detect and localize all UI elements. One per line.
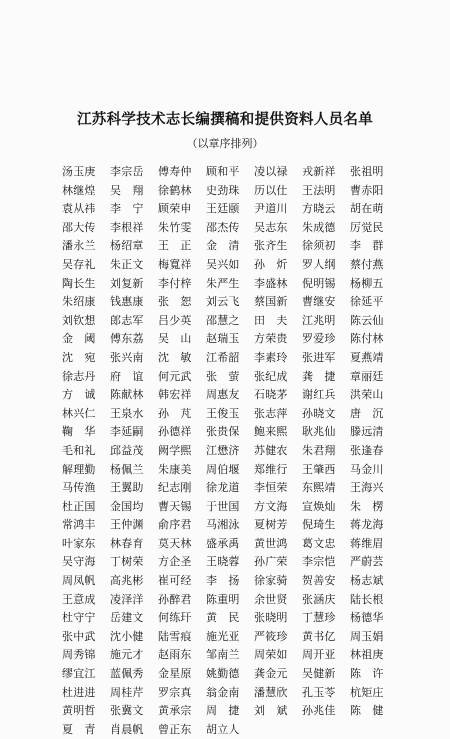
name-entry: 陈付林	[350, 332, 384, 346]
name-entry: 方文海	[254, 499, 288, 513]
name-entry: 周开亚	[302, 648, 336, 662]
name-entry: 黄明哲	[62, 704, 96, 718]
name-entry: 沈 敏	[158, 350, 192, 364]
name-entry: 张 萤	[206, 369, 240, 383]
name-entry: 周玉娟	[350, 629, 384, 643]
name-entry: 李素玲	[254, 350, 288, 364]
name-entry: 刘钦想	[62, 313, 96, 327]
name-entry: 苏健农	[254, 443, 288, 457]
name-entry: 邵慧之	[206, 313, 240, 327]
name-entry: 叶家东	[62, 536, 96, 550]
name-entry: 黄 民	[206, 611, 240, 625]
name-entry: 周 捷	[206, 704, 240, 718]
name-entry: 龚 捷	[302, 369, 336, 383]
name-entry: 石晓茅	[254, 388, 288, 402]
name-entry: 潘永兰	[62, 239, 96, 253]
name-entry: 胡立人	[206, 722, 240, 736]
name-entry: 周荣如	[254, 648, 288, 662]
name-entry: 李 宁	[110, 202, 144, 216]
name-entry: 凌以禄	[254, 165, 288, 178]
name-entry: 杨志斌	[350, 574, 384, 588]
name-entry: 谢红兵	[302, 388, 336, 402]
name-entry: 常鸿丰	[62, 518, 96, 532]
name-entry: 张中武	[62, 629, 96, 643]
name-entry: 严筱珍	[254, 629, 288, 643]
name-entry: 朱正文	[110, 257, 144, 271]
name-list	[62, 163, 398, 739]
name-entry: 朱竹雯	[158, 220, 192, 234]
name-entry: 王仲渊	[110, 518, 144, 532]
name-entry: 吴存礼	[62, 257, 96, 271]
name-entry: 孙晓文	[302, 406, 336, 420]
name-entry: 王海兴	[350, 481, 384, 495]
name-entry: 江懋济	[206, 443, 240, 457]
name-entry: 方 诚	[62, 388, 96, 402]
name-entry: 徐志丹	[62, 369, 96, 383]
name-entry: 胡在萌	[350, 202, 384, 216]
name-entry: 王廷颐	[206, 202, 240, 216]
name-entry: 杨绍章	[110, 239, 144, 253]
name-entry: 厉觉民	[350, 220, 384, 234]
name-entry: 王泉水	[110, 406, 144, 420]
name-entry: 鲍来熙	[254, 425, 288, 439]
name-entry: 马湘泳	[206, 518, 240, 532]
name-entry: 丁树荣	[110, 555, 144, 569]
name-entry: 李宗岳	[110, 165, 144, 178]
name-entry: 陈 许	[350, 667, 384, 681]
name-entry: 孙醉君	[158, 592, 192, 606]
name-entry: 韩宏祥	[158, 388, 192, 402]
name-entry: 徐延平	[350, 295, 384, 309]
name-entry: 刘 斌	[254, 704, 288, 718]
name-entry: 周凤帆	[62, 574, 96, 588]
name-entry: 马传渔	[62, 481, 96, 495]
name-entry: 张晓明	[254, 611, 288, 625]
name-entry: 徐鹤林	[158, 183, 192, 197]
name-entry: 俞序君	[158, 518, 192, 532]
name-entry: 曾正东	[158, 722, 192, 736]
name-entry: 孙德祥	[158, 425, 192, 439]
name-entry: 江希韶	[206, 350, 240, 364]
name-entry: 朱 楞	[350, 499, 384, 513]
name-entry: 杜正国	[62, 499, 96, 513]
name-entry: 蓝佩秀	[110, 667, 144, 681]
name-entry: 崔可经	[158, 574, 192, 588]
name-entry: 林春育	[110, 536, 144, 550]
name-entry: 陈重明	[206, 592, 240, 606]
name-entry: 金 清	[206, 239, 240, 253]
name-entry: 金国均	[110, 499, 144, 513]
page-subtitle: （以章序排列）	[186, 137, 264, 150]
name-entry: 吴守海	[62, 555, 96, 569]
name-entry: 翁金南	[206, 685, 240, 699]
name-entry: 黄世鸿	[254, 536, 288, 550]
name-entry: 葛文忠	[302, 536, 336, 550]
name-entry: 曹天锡	[158, 499, 192, 513]
name-entry: 李延嗣	[110, 425, 144, 439]
name-entry: 龚金元	[254, 667, 288, 681]
name-entry: 陶长生	[62, 276, 96, 290]
name-entry: 孙 芃	[158, 406, 192, 420]
name-entry: 黄承宗	[158, 704, 192, 718]
name-entry: 方晓云	[302, 202, 336, 216]
name-entry: 邵杰传	[206, 220, 240, 234]
name-entry: 杨柳五	[350, 276, 384, 290]
name-entry: 马金川	[350, 462, 384, 476]
name-entry: 纪志刚	[158, 481, 192, 495]
name-entry: 王法明	[302, 183, 336, 197]
name-entry: 江兆明	[302, 313, 336, 327]
name-entry: 刘复新	[110, 276, 144, 290]
name-entry: 朱君翔	[302, 443, 336, 457]
name-entry: 杨佩兰	[110, 462, 144, 476]
name-entry: 孙广荣	[254, 555, 288, 569]
name-entry: 蒋龙海	[350, 518, 384, 532]
name-entry: 方企圣	[158, 555, 192, 569]
name-entry: 赵雨东	[158, 648, 192, 662]
name-entry: 赵瑞玉	[206, 332, 240, 346]
name-entry: 阙学熙	[158, 443, 192, 457]
name-entry: 何元武	[158, 369, 192, 383]
name-entry: 鞠 华	[62, 425, 96, 439]
name-entry: 施光亚	[206, 629, 240, 643]
name-entry: 历以仕	[254, 183, 288, 197]
name-entry: 解理勤	[62, 462, 96, 476]
name-entry: 王 正	[158, 239, 192, 253]
name-entry: 袁从祎	[62, 202, 96, 216]
name-entry: 蔡国新	[254, 295, 288, 309]
name-entry: 夏燕靖	[350, 350, 384, 364]
name-entry: 洪荣山	[350, 388, 384, 402]
name-entry: 沈小健	[110, 629, 144, 643]
name-entry: 朱成德	[302, 220, 336, 234]
name-entry: 宣焕灿	[302, 499, 336, 513]
name-entry: 李盛林	[254, 276, 288, 290]
name-entry: 顾荣申	[158, 202, 192, 216]
name-entry: 周桂芹	[110, 685, 144, 699]
name-entry: 李付梓	[158, 276, 192, 290]
name-entry: 滕远清	[350, 425, 384, 439]
name-entry: 张 恕	[158, 295, 192, 309]
name-entry: 钱惠康	[110, 295, 144, 309]
name-entry: 罗爱珍	[302, 332, 336, 346]
name-entry: 倪明锡	[302, 276, 336, 290]
name-entry: 张进军	[302, 350, 336, 364]
name-entry: 杨德华	[350, 611, 384, 625]
name-entry: 丁慧珍	[302, 611, 336, 625]
name-entry: 蔡付燕	[350, 257, 384, 271]
name-entry: 陈献林	[110, 388, 144, 402]
name-entry: 姚勤德	[206, 667, 240, 681]
name-entry: 夏树芳	[254, 518, 288, 532]
name-entry: 孙 炘	[254, 257, 288, 271]
name-entry: 田 夫	[254, 313, 288, 327]
name-entry: 顾和平	[206, 165, 240, 178]
name-entry: 杜进进	[62, 685, 96, 699]
name-entry: 严蔚芸	[350, 555, 384, 569]
name-entry: 周秀锦	[62, 648, 96, 662]
name-entry: 周惠友	[206, 388, 240, 402]
name-entry: 黄书亿	[302, 629, 336, 643]
name-entry: 施元才	[110, 648, 144, 662]
name-entry: 余世贤	[254, 592, 288, 606]
name-entry: 王俊玉	[206, 406, 240, 420]
name-entry: 贺善安	[302, 574, 336, 588]
name-entry: 金星原	[158, 667, 192, 681]
name-entry: 高兆彬	[110, 574, 144, 588]
name-entry: 张兴南	[110, 350, 144, 364]
name-entry: 东熙靖	[302, 481, 336, 495]
name-entry: 孔玉苓	[302, 685, 336, 699]
name-entry: 陆长根	[350, 592, 384, 606]
name-entry: 肖晨帆	[110, 722, 144, 736]
name-entry: 府 谊	[110, 369, 144, 383]
name-entry: 徐家骑	[254, 574, 288, 588]
name-entry: 倪琦生	[302, 518, 336, 532]
name-entry: 林兴仁	[62, 406, 96, 420]
name-entry: 吴 翔	[110, 183, 144, 197]
name-entry: 王肇西	[302, 462, 336, 476]
name-entry: 张志萍	[254, 406, 288, 420]
name-entry: 傅东荔	[110, 332, 144, 346]
name-entry: 李恒荣	[254, 481, 288, 495]
name-entry: 傅寿仲	[158, 165, 192, 178]
name-entry: 戎新祥	[302, 165, 336, 178]
name-entry: 吴志东	[254, 220, 288, 234]
name-entry: 汤玉庚	[62, 165, 96, 178]
name-entry: 林祖庚	[350, 648, 384, 662]
name-entry: 缪宜江	[62, 667, 96, 681]
name-entry: 莫天林	[158, 536, 192, 550]
name-entry: 林继煌	[62, 183, 96, 197]
name-entry: 耿兆仙	[302, 425, 336, 439]
name-entry: 朱绍康	[62, 295, 96, 309]
name-entry: 何练玕	[158, 611, 192, 625]
name-entry: 岳建文	[110, 611, 144, 625]
name-entry: 沈 宛	[62, 350, 96, 364]
name-entry: 朱严生	[206, 276, 240, 290]
name-entry: 金 阈	[62, 332, 96, 346]
name-entry: 郎志军	[110, 313, 144, 327]
name-entry: 罗人纲	[302, 257, 336, 271]
name-entry: 孙兆佳	[302, 704, 336, 718]
name-entry: 杜守宁	[62, 611, 96, 625]
name-entry: 张冀文	[110, 704, 144, 718]
page-title: 江苏科学技术志长编撰稿和提供资料人员名单	[77, 112, 373, 128]
name-entry: 唐 沉	[350, 406, 384, 420]
name-entry: 吴 山	[158, 332, 192, 346]
name-entry: 章丽廷	[350, 369, 384, 383]
name-entry: 张贵保	[206, 425, 240, 439]
name-entry: 凌泽洋	[110, 592, 144, 606]
name-entry: 张逢春	[350, 443, 384, 457]
name-entry: 徐龙道	[206, 481, 240, 495]
name-entry: 吴兴如	[206, 257, 240, 271]
name-entry: 曹继安	[302, 295, 336, 309]
name-entry: 盛承禹	[206, 536, 240, 550]
name-entry: 曹赤阳	[350, 183, 384, 197]
name-entry: 邱益茂	[110, 443, 144, 457]
name-entry: 于世国	[206, 499, 240, 513]
name-entry: 陈云仙	[350, 313, 384, 327]
name-entry: 吕少英	[158, 313, 192, 327]
name-entry: 张纪成	[254, 369, 288, 383]
name-entry: 周伯堰	[206, 462, 240, 476]
name-entry: 郑维行	[254, 462, 288, 476]
name-entry: 徐须初	[302, 239, 336, 253]
name-entry: 王晓蓉	[206, 555, 240, 569]
name-entry: 方荣贵	[254, 332, 288, 346]
name-entry: 朱康美	[158, 462, 192, 476]
name-entry: 毛和礼	[62, 443, 96, 457]
name-entry: 吴健新	[302, 667, 336, 681]
name-entry: 李宗恺	[302, 555, 336, 569]
name-entry: 王意成	[62, 592, 96, 606]
name-entry: 罗宗真	[158, 685, 192, 699]
name-entry: 李 群	[350, 239, 384, 253]
name-entry: 王翼助	[110, 481, 144, 495]
name-entry: 张齐生	[254, 239, 288, 253]
name-entry: 张涵庆	[302, 592, 336, 606]
name-entry: 陈 健	[350, 704, 384, 718]
name-entry: 陆雪痕	[158, 629, 192, 643]
name-entry: 杭矩庄	[350, 685, 384, 699]
name-entry: 李 扬	[206, 574, 240, 588]
name-entry: 尹道川	[254, 202, 288, 216]
name-entry: 李根祥	[110, 220, 144, 234]
name-entry: 潘慧欣	[254, 685, 288, 699]
name-entry: 邹南兰	[206, 648, 240, 662]
name-entry: 刘云飞	[206, 295, 240, 309]
name-entry: 张祖明	[350, 165, 384, 178]
name-entry: 史劲珠	[206, 183, 240, 197]
name-entry: 梅寬祥	[158, 257, 192, 271]
name-entry: 邵大传	[62, 220, 96, 234]
name-entry: 夏 青	[62, 722, 96, 736]
name-entry: 蒋维眉	[350, 536, 384, 550]
